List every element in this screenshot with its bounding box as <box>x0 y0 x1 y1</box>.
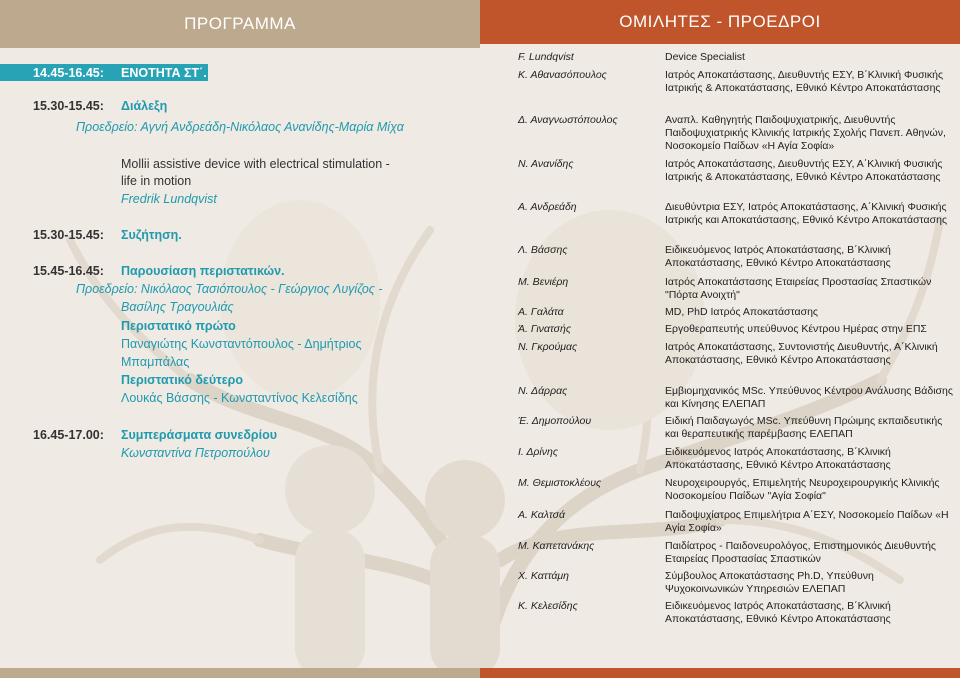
case-presenters: Μπαμπάλας <box>121 355 190 369</box>
session-time: 15.30-15.45: <box>33 228 104 242</box>
speakers-panel <box>480 0 960 678</box>
speaker-role: Device Specialist <box>665 51 745 63</box>
speaker-name: Λ. Βάσσης <box>518 244 568 256</box>
speaker-role: Σύμβουλος Αποκατάστασης Ph.D, Υπεύθυνη Ψυχοκοινωνικών Υπηρεσιών ΕΛΕΠΑΠ <box>665 570 874 595</box>
speaker-role: Αναπλ. Καθηγητής Παιδοψυχιατρικής, Διευθυντής Παιδοψυχιατρικής Κλινικής Ιατρικής Σχολής Πανεπ. Αθηνών, Νοσοκομείο Παίδων «Η Αγία Σοφία» <box>665 114 946 152</box>
speaker-name: Ν. Δάρρας <box>518 385 568 397</box>
speaker-name: Χ. Καττάμη <box>518 570 569 582</box>
lecture-title-line: life in motion <box>121 174 192 188</box>
session-title: Διάλεξη <box>121 99 168 113</box>
speakers-header: ΟΜΙΛΗΤΕΣ - ΠΡΟΕΔΡΟΙ <box>480 0 960 44</box>
speaker-role: Ειδική Παιδαγωγός MSc. Υπεύθυνη Πρώιμης εκπαιδευτικής και θεραπευτικής παρέμβασης ΕΛΕΠΑΠ <box>665 415 943 440</box>
speaker-role: Εργοθεραπευτής υπεύθυνος Κέντρου Ημέρας στην ΕΠΣ <box>665 323 927 335</box>
speaker-name: Κ. Κελεσίδης <box>518 600 578 612</box>
speaker-role: Ειδικευόμενος Ιατρός Αποκατάστασης, Β΄Κλινική Αποκατάστασης, Εθνικό Κέντρο Αποκατάστασης <box>665 600 891 625</box>
session-time: 15.30-15.45: <box>33 99 104 113</box>
lecture-title-line: Mollii assistive device with electrical stimulation - <box>121 157 390 171</box>
speaker-role: Νευροχειρουργός, Επιμελητής Νευροχειρουργικής Κλινικής Νοσοκομείου Παίδων "Αγία Σοφία" <box>665 477 940 502</box>
speaker-name: Μ. Θεμιστοκλέους <box>518 477 602 489</box>
speaker-name: Έ. Δημοπούλου <box>518 415 592 427</box>
speaker-name: Ν. Ανανίδης <box>518 158 574 170</box>
case-presenters: Παναγιώτης Κωνσταντόπουλος - Δημήτριος <box>121 337 362 351</box>
session-speaker: Κωνσταντίνα Πετροπούλου <box>121 446 270 460</box>
session-chair: Βασίλης Τραγουλιάς <box>121 300 234 314</box>
footer-band <box>480 668 960 678</box>
program-header: ΠΡΟΓΡΑΜΜΑ <box>0 0 480 48</box>
case-title: Περιστατικό πρώτο <box>121 319 236 333</box>
speaker-role: Ειδικευόμενος Ιατρός Αποκατάστασης, Β΄Κλινική Αποκατάστασης, Εθνικό Κέντρο Αποκατάστασης <box>665 446 891 471</box>
speaker-name: Α. Καλτσά <box>518 509 565 521</box>
session-title: Παρουσίαση περιστατικών. <box>121 264 285 278</box>
speaker-name: Μ. Βενιέρη <box>518 276 569 288</box>
speaker-name: F. Lundqvist <box>518 51 574 63</box>
speaker-role: Ιατρός Αποκατάστασης Εταιρείας Προστασίας Σπαστικών "Πόρτα Ανοιχτή" <box>665 276 932 301</box>
session-title: ΕΝΟΤΗΤΑ ΣΤ΄. <box>121 66 207 80</box>
speaker-name: Μ. Καπετανάκης <box>518 540 595 552</box>
session-chair: Προεδρείο: Αγνή Ανδρεάδη-Νικόλαος Ανανίδης-Μαρία Μίχα <box>76 120 404 134</box>
session-time: 15.45-16.45: <box>33 264 104 278</box>
speaker-role: Διευθύντρια ΕΣΥ, Ιατρός Αποκατάστασης, Α΄Κλινική Φυσικής Ιατρικής και Αποκατάστασης, Εθνικό Κέντρο Αποκατάστασης <box>665 201 948 226</box>
speaker-name: Ά. Γινατσής <box>518 323 571 335</box>
speaker-role: Ιατρός Αποκατάστασης, Διευθυντής ΕΣΥ, Β΄Κλινική Φυσικής Ιατρικής & Αποκατάστασης, Εθνικό Κέντρο Αποκατάστασης <box>665 69 944 94</box>
speaker-name: Α. Ανδρεάδη <box>518 201 577 213</box>
speaker-role: Παιδίατρος - Παιδονευρολόγος, Επιστημονικός Διευθυντής Εταιρείας Προστασίας Σπαστικών <box>665 540 936 565</box>
session-time: 16.45-17.00: <box>33 428 104 442</box>
speaker-role: Εμβιομηχανικός MSc. Υπεύθυνος Κέντρου Ανάλυσης Βάδισης και Κίνησης ΕΛΕΠΑΠ <box>665 385 953 410</box>
session-title: Συζήτηση. <box>121 228 182 242</box>
speaker-name: Δ. Αναγνωστόπουλος <box>518 114 618 126</box>
speaker-role: Παιδοψυχίατρος Επιμελήτρια Α΄ΕΣΥ, Νοσοκομείο Παίδων «Η Αγία Σοφία» <box>665 509 949 534</box>
case-presenters: Λουκάς Βάσσης - Κωνσταντίνος Κελεσίδης <box>121 391 358 405</box>
session-chair: Προεδρείο: Νικόλαος Τασιόπουλος - Γεώργιος Λυγίζος - <box>76 282 383 296</box>
speaker-name: Α. Γαλάτα <box>518 306 564 318</box>
session-title: Συμπεράσματα συνεδρίου <box>121 428 278 442</box>
lecture-speaker: Fredrik Lundqvist <box>121 192 217 206</box>
speaker-role: Ιατρός Αποκατάστασης, Διευθυντής ΕΣΥ, Α΄Κλινική Φυσικής Ιατρικής & Αποκατάστασης, Εθνικό Κέντρο Αποκατάστασης <box>665 158 943 183</box>
speaker-name: Ι. Δρίνης <box>518 446 558 458</box>
speaker-role: Ιατρός Αποκατάστασης, Συντονιστής Διευθυντής, Α΄Κλινική Αποκατάστασης, Εθνικό Κέντρο Αποκατάστασης <box>665 341 938 366</box>
session-time: 14.45-16.45: <box>33 66 104 80</box>
speaker-name: Κ. Αθανασόπουλος <box>518 69 607 81</box>
case-title: Περιστατικό δεύτερο <box>121 373 244 387</box>
speaker-role: Ειδικευόμενος Ιατρός Αποκατάστασης, Β΄Κλινική Αποκατάστασης, Εθνικό Κέντρο Αποκατάστασης <box>665 244 891 269</box>
footer-band <box>0 668 480 678</box>
speaker-name: Ν. Γκρούμας <box>518 341 578 353</box>
speaker-role: MD, PhD Ιατρός Αποκατάστασης <box>665 306 818 318</box>
